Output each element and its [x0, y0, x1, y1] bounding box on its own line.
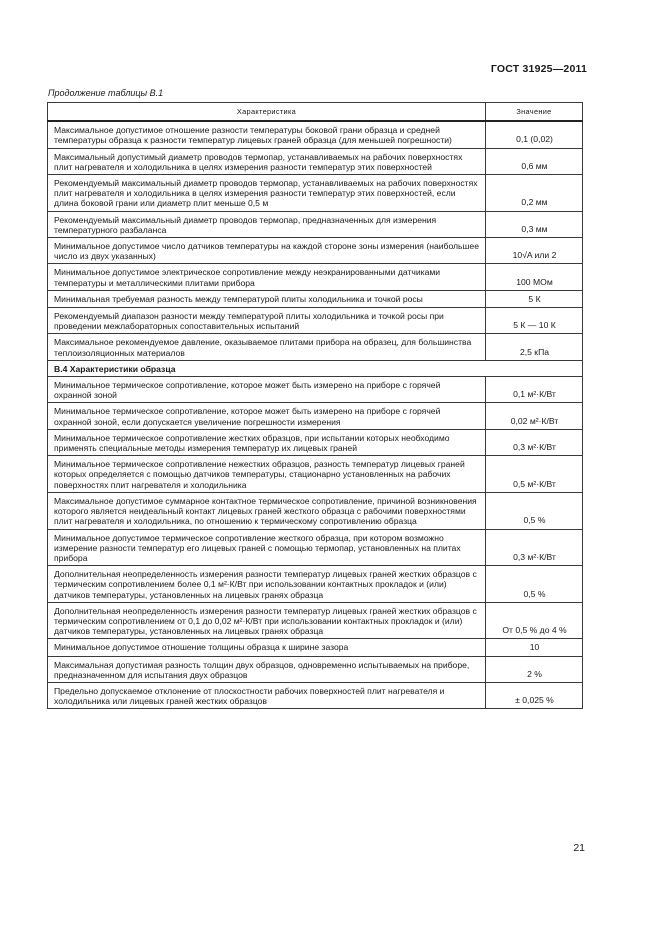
row-value: 0,3 мм [486, 211, 583, 237]
row-value: 0,2 мм [486, 175, 583, 212]
row-characteristic: Дополнительная неопределенность измерения разности температур лицевых граней жестких образцов с термическим сопротивлением от 0,1 до 0,02 м²·К/Вт при использовании контактных прокладок и (или) датчиков температуры, установленных на лицевых гранях образца [48, 602, 486, 639]
column-header-value: Значение [486, 103, 583, 122]
table-row [48, 639, 583, 656]
table-header-row [48, 103, 583, 122]
specification-table [47, 102, 583, 709]
row-value: 0,1 (0,02) [486, 121, 583, 148]
section-heading: В.4 Характеристики образца [48, 360, 583, 376]
row-characteristic: Рекомендуемый максимальный диаметр проводов термопар, устанавливаемых на рабочих поверхностях плит нагревателя и холодильника в целях измерения разности температур этих поверхностей, если длина боковой грани или диаметр плит меньше 0,5 м [48, 175, 486, 212]
table-row [48, 403, 583, 429]
table-row [48, 121, 583, 148]
table-row [48, 456, 583, 493]
row-value: ± 0,025 % [486, 682, 583, 708]
table-row [48, 566, 583, 603]
page-number: 21 [573, 842, 585, 854]
row-value: 0,3 м²·К/Вт [486, 529, 583, 566]
row-characteristic: Максимальная допустимая разность толщин двух образцов, одновременно испытываемых на приборе, предназначенном для испытания двух образцов [48, 656, 486, 682]
row-value: 5 К [486, 290, 583, 307]
table-row [48, 334, 583, 360]
row-characteristic: Максимальное рекомендуемое давление, оказываемое плитами прибора на образец, для большинства теплоизоляционных материалов [48, 334, 486, 360]
row-value: 0,5 % [486, 492, 583, 529]
table-row [48, 529, 583, 566]
table-continuation-caption: Продолжение таблицы В.1 [48, 88, 164, 98]
table-row [48, 148, 583, 174]
row-value: 0,5 % [486, 566, 583, 603]
row-characteristic: Минимальное термическое сопротивление, которое может быть измерено на приборе с горячей охранной зоной [48, 377, 486, 403]
row-characteristic: Предельно допускаемое отклонение от плоскостности рабочих поверхностей плит нагревателя и холодильника или лицевых граней жестких образцов [48, 682, 486, 708]
row-characteristic: Минимальное термическое сопротивление, которое может быть измерено на приборе с горячей охранной зоной, если допускается увеличение погрешности измерения [48, 403, 486, 429]
row-value: 0,1 м²·К/Вт [486, 377, 583, 403]
row-characteristic: Максимальное допустимое суммарное контактное термическое сопротивление, причиной возникновения которого является неидеальный контакт лицевых граней жесткого образца с рабочими поверхностями плит нагревателя и холодильника, по отношению к термическому сопротивлению образца [48, 492, 486, 529]
row-characteristic: Рекомендуемый диапазон разности между температурой плиты холодильника и точкой росы при проведении межлабораторных сопоставительных испытаний [48, 308, 486, 334]
table-row [48, 429, 583, 455]
row-value: 2 % [486, 656, 583, 682]
row-value: 100 МОм [486, 264, 583, 290]
section-row [48, 360, 583, 376]
table-row [48, 656, 583, 682]
column-header-characteristic: Характеристика [48, 103, 486, 122]
row-value: 10√A или 2 [486, 238, 583, 264]
row-characteristic: Минимальное допустимое число датчиков температуры на каждой стороне зоны измерения (наибольшее число из двух указанных) [48, 238, 486, 264]
row-characteristic: Максимальный допустимый диаметр проводов термопар, устанавливаемых на рабочих поверхностях плит нагревателя и холодильника в целях измерения разности температур этих поверхностей [48, 148, 486, 174]
table-row [48, 308, 583, 334]
row-value: 0,3 м²·К/Вт [486, 429, 583, 455]
row-characteristic: Минимальное термическое сопротивление нежестких образцов, разность температур лицевых граней которых определяется с помощью датчиков температуры, стационарно установленных на рабочих поверхностях плит нагревателя и холодильника [48, 456, 486, 493]
row-characteristic: Дополнительная неопределенность измерения разности температур лицевых граней жестких образцов с термическим сопротивлением более 0,1 м²·К/Вт при использовании контактных прокладок и (или) датчиков температуры, установленных на лицевых гранях образца [48, 566, 486, 603]
row-characteristic: Минимальное термическое сопротивление жестких образцов, при испытании которых необходимо применять специальные методы измерения температур их лицевых граней [48, 429, 486, 455]
row-value: 10 [486, 639, 583, 656]
row-characteristic: Максимальное допустимое отношение разности температуры боковой грани образца и средней температуры образца к разности температур лицевых граней образца (для меньшей погрешности) [48, 121, 486, 148]
table-row [48, 492, 583, 529]
table-row [48, 290, 583, 307]
document-standard-header: ГОСТ 31925—2011 [490, 63, 587, 75]
row-value: 5 К — 10 К [486, 308, 583, 334]
row-value: От 0,5 % до 4 % [486, 602, 583, 639]
row-characteristic: Минимальное допустимое термическое сопротивление жесткого образца, при котором возможно измерение разности температур его лицевых граней с помощью термопар, установленных на плитах прибора [48, 529, 486, 566]
table-row [48, 264, 583, 290]
row-value: 2,5 кПа [486, 334, 583, 360]
row-characteristic: Минимальное допустимое электрическое сопротивление между неэкранированными датчиками температуры и металлическими плитами прибора [48, 264, 486, 290]
table-row [48, 682, 583, 708]
table-row [48, 602, 583, 639]
row-value: 0,6 мм [486, 148, 583, 174]
table-row [48, 175, 583, 212]
row-value: 0,5 м²·К/Вт [486, 456, 583, 493]
row-characteristic: Минимальная требуемая разность между температурой плиты холодильника и точкой росы [48, 290, 486, 307]
row-characteristic: Рекомендуемый максимальный диаметр проводов термопар, предназначенных для измерения температурного разбаланса [48, 211, 486, 237]
row-value: 0,02 м²·К/Вт [486, 403, 583, 429]
table-row [48, 238, 583, 264]
table-row [48, 211, 583, 237]
table-row [48, 377, 583, 403]
row-characteristic: Минимальное допустимое отношение толщины образца к ширине зазора [48, 639, 486, 656]
